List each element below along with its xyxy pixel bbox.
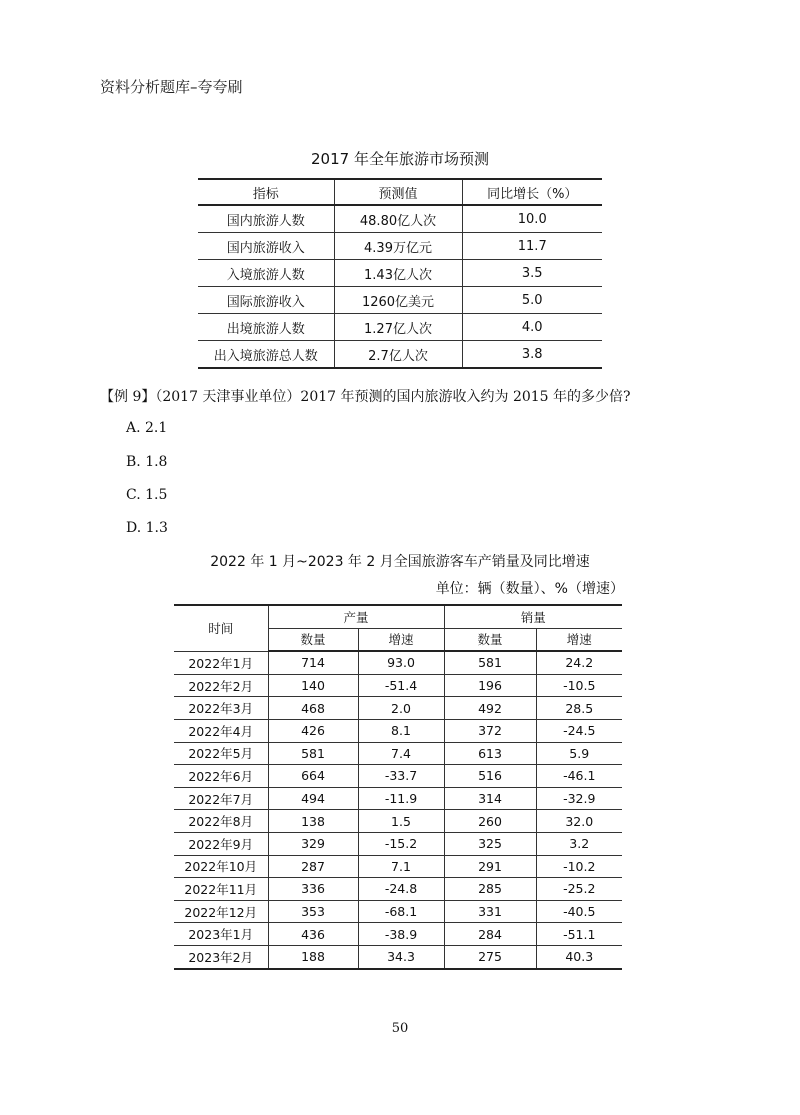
table-cell: -25.2: [536, 878, 622, 901]
table-row: [198, 233, 602, 260]
table-cell: 581: [268, 742, 358, 765]
table-row: [198, 260, 602, 287]
table-cell: 516: [444, 765, 536, 788]
table-cell: 2022年8月: [174, 810, 268, 833]
table-row: [198, 314, 602, 341]
table-cell: 494: [268, 787, 358, 810]
forecast-table: [198, 178, 602, 369]
table-cell: 2022年5月: [174, 742, 268, 765]
page-header: 资料分析题库–夸夸刷: [100, 78, 243, 96]
table-row: [174, 765, 622, 788]
table-cell: -32.9: [536, 787, 622, 810]
table-cell: -68.1: [358, 900, 444, 923]
table-cell: 4.0: [462, 314, 602, 341]
table-cell: 2022年12月: [174, 900, 268, 923]
table-row: [174, 810, 622, 833]
table-row: [174, 945, 622, 968]
table-cell: 2023年1月: [174, 923, 268, 946]
table-row: [174, 832, 622, 855]
table-cell: 331: [444, 900, 536, 923]
table-cell: 714: [268, 651, 358, 674]
table-cell: 275: [444, 945, 536, 968]
table-row: [174, 878, 622, 901]
table-cell: 7.4: [358, 742, 444, 765]
table-cell: -38.9: [358, 923, 444, 946]
table-cell: 426: [268, 719, 358, 742]
table-cell: -46.1: [536, 765, 622, 788]
table-cell: 285: [444, 878, 536, 901]
option-b: B. 1.8: [126, 454, 168, 470]
table-cell: 2023年2月: [174, 945, 268, 968]
column-header: 增速: [536, 628, 622, 651]
table-cell: 2022年9月: [174, 832, 268, 855]
column-header-sales: 销量: [444, 605, 622, 628]
table-cell: 260: [444, 810, 536, 833]
table-cell: 664: [268, 765, 358, 788]
table-cell: 2022年1月: [174, 651, 268, 674]
table-cell: -10.2: [536, 855, 622, 878]
table-group-header-row: [174, 605, 622, 628]
table-cell: 3.2: [536, 832, 622, 855]
table-cell: -10.5: [536, 674, 622, 697]
table-row: [174, 900, 622, 923]
table-cell: 48.80亿人次: [334, 205, 462, 233]
table-cell: 284: [444, 923, 536, 946]
table-cell: 2022年11月: [174, 878, 268, 901]
table-cell: 291: [444, 855, 536, 878]
table-cell: 28.5: [536, 697, 622, 720]
table-cell: 出入境旅游总人数: [198, 341, 334, 369]
table-cell: 329: [268, 832, 358, 855]
table-cell: 492: [444, 697, 536, 720]
table-cell: 336: [268, 878, 358, 901]
table-cell: -15.2: [358, 832, 444, 855]
column-header-production: 产量: [268, 605, 444, 628]
table-cell: 2.0: [358, 697, 444, 720]
option-a: A. 2.1: [126, 420, 168, 436]
table-cell: 1260亿美元: [334, 287, 462, 314]
table-header-row: [198, 179, 602, 205]
table-cell: 287: [268, 855, 358, 878]
bus-sales-table: [174, 604, 622, 970]
table-cell: 2022年3月: [174, 697, 268, 720]
column-header: 预测值: [334, 179, 462, 205]
column-header-time: 时间: [174, 605, 268, 651]
table-cell: 国内旅游收入: [198, 233, 334, 260]
table-cell: 196: [444, 674, 536, 697]
table-cell: 2022年6月: [174, 765, 268, 788]
table-cell: 93.0: [358, 651, 444, 674]
table-cell: 7.1: [358, 855, 444, 878]
table-row: [174, 651, 622, 674]
table-cell: 出境旅游人数: [198, 314, 334, 341]
table-cell: 468: [268, 697, 358, 720]
table-row: [174, 787, 622, 810]
table-cell: 325: [444, 832, 536, 855]
table-cell: 2022年4月: [174, 719, 268, 742]
option-c: C. 1.5: [126, 487, 168, 503]
option-d: D. 1.3: [126, 520, 168, 536]
table-cell: 40.3: [536, 945, 622, 968]
table-cell: 国内旅游人数: [198, 205, 334, 233]
table-cell: -40.5: [536, 900, 622, 923]
column-header: 增速: [358, 628, 444, 651]
table-row: [198, 287, 602, 314]
table-row: [174, 923, 622, 946]
table-cell: 4.39万亿元: [334, 233, 462, 260]
table-cell: 188: [268, 945, 358, 968]
column-header: 数量: [444, 628, 536, 651]
table-row: [174, 742, 622, 765]
page-number: 50: [391, 1021, 409, 1036]
column-header: 数量: [268, 628, 358, 651]
table-cell: -24.5: [536, 719, 622, 742]
table-cell: 3.8: [462, 341, 602, 369]
column-header: 同比增长（%）: [462, 179, 602, 205]
table-row: [198, 205, 602, 233]
question-text: 【例 9】（2017 天津事业单位）2017 年预测的国内旅游收入约为 2015 年的多少倍?: [100, 389, 631, 405]
table-cell: 10.0: [462, 205, 602, 233]
table-cell: 5.0: [462, 287, 602, 314]
table-cell: 1.27亿人次: [334, 314, 462, 341]
table-cell: 613: [444, 742, 536, 765]
table-cell: 34.3: [358, 945, 444, 968]
table-cell: -51.1: [536, 923, 622, 946]
table-cell: 2.7亿人次: [334, 341, 462, 369]
table-cell: 2022年7月: [174, 787, 268, 810]
table-cell: 581: [444, 651, 536, 674]
table-cell: 372: [444, 719, 536, 742]
table-row: [174, 674, 622, 697]
table-cell: 140: [268, 674, 358, 697]
table-row: [198, 341, 602, 369]
table-cell: 436: [268, 923, 358, 946]
table1-title: 2017 年全年旅游市场预测: [311, 150, 489, 168]
table-cell: 314: [444, 787, 536, 810]
table-row: [174, 719, 622, 742]
column-header: 指标: [198, 179, 334, 205]
table-cell: -51.4: [358, 674, 444, 697]
table-cell: 8.1: [358, 719, 444, 742]
table-row: [174, 697, 622, 720]
table2-title: 2022 年 1 月~2023 年 2 月全国旅游客车产销量及同比增速: [210, 554, 590, 570]
table-cell: 1.43亿人次: [334, 260, 462, 287]
table-cell: 5.9: [536, 742, 622, 765]
table-cell: -11.9: [358, 787, 444, 810]
table-cell: 138: [268, 810, 358, 833]
table-cell: -33.7: [358, 765, 444, 788]
table-cell: 1.5: [358, 810, 444, 833]
table-cell: 11.7: [462, 233, 602, 260]
table-cell: 2022年10月: [174, 855, 268, 878]
table-cell: 24.2: [536, 651, 622, 674]
table-cell: 32.0: [536, 810, 622, 833]
table-cell: 国际旅游收入: [198, 287, 334, 314]
table-row: [174, 855, 622, 878]
table2-unit: 单位：辆（数量）、%（增速）: [435, 581, 624, 597]
table-cell: -24.8: [358, 878, 444, 901]
table-cell: 3.5: [462, 260, 602, 287]
table-cell: 入境旅游人数: [198, 260, 334, 287]
table-cell: 2022年2月: [174, 674, 268, 697]
table-cell: 353: [268, 900, 358, 923]
